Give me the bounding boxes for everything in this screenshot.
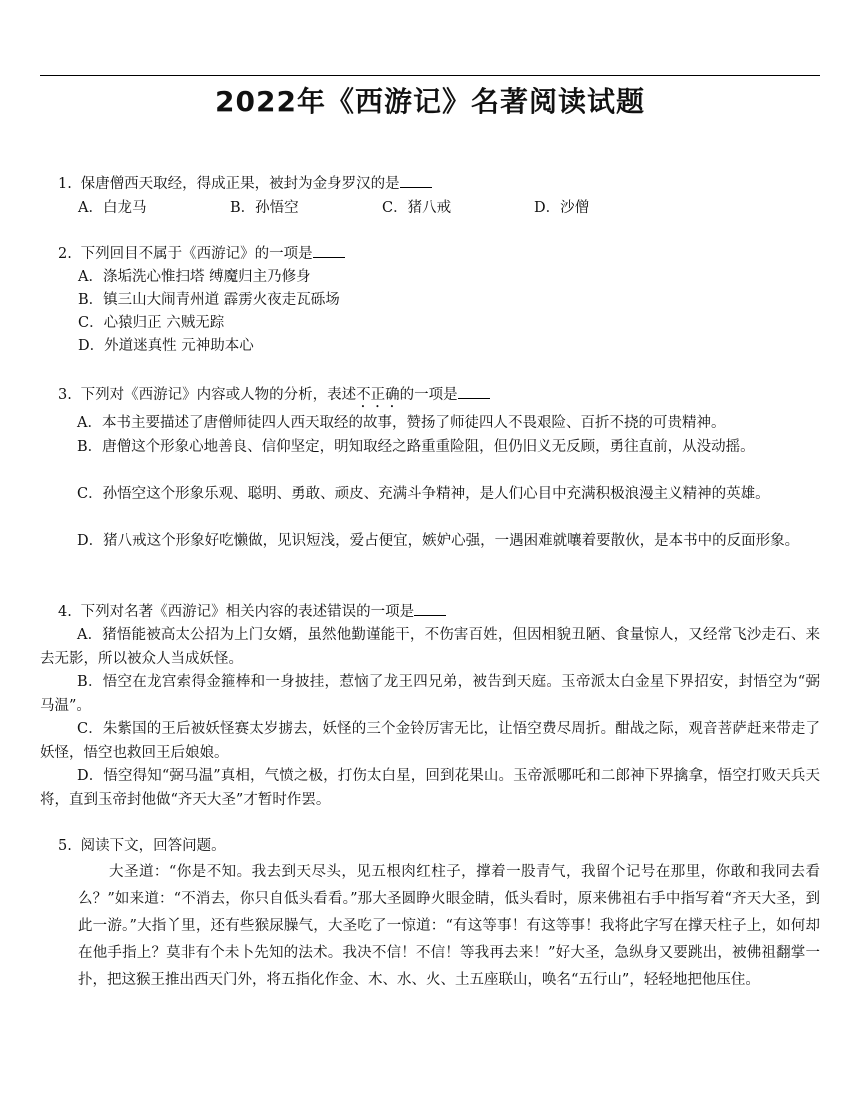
answer-blank: [400, 173, 432, 188]
question-stem: 阅读下文，回答问题。: [80, 838, 226, 854]
question-3: [58, 383, 490, 411]
question-stem-end: 的一项是: [399, 387, 458, 403]
answer-blank: [313, 243, 345, 258]
question-number: 5.: [58, 838, 72, 854]
option-c: C．猪八戒: [382, 200, 452, 216]
question-number: 4.: [58, 604, 72, 620]
question-5: [58, 834, 226, 858]
option-b: B．孙悟空: [230, 200, 299, 216]
question-stem: 下列回目不属于《西游记》的一项是: [80, 246, 313, 262]
option-d: D．外道迷真性 元神助本心: [78, 338, 254, 354]
option-c: C．心猿归正 六贼无踪: [78, 315, 225, 331]
option-a: A．猪悟能被高太公招为上门女婿，虽然他勤谨能干，不伤害百姓，但因相貌丑陋、食量惊人，又经常飞沙走石、来去无影，所以被众人当成妖怪。: [40, 627, 820, 667]
option-d: D．沙僧: [534, 200, 590, 216]
question-number: 1.: [58, 176, 72, 192]
question-1: [58, 172, 432, 196]
option-b: B．悟空在龙宫索得金箍棒和一身披挂，惹恼了龙王四兄弟，被告到天庭。玉帝派太白金星下界招安，封悟空为“弼马温”。: [40, 674, 820, 714]
reading-passage: 大圣道：“你是不知。我去到天尽头，见五根肉红柱子，撑着一股青气，我留个记号在那里，你敢和我同去看么？”如来道：“不消去，你只自低头看看。”那大圣圆睁火眼金睛，低头看时，原来佛祖右手中指写着“齐天大圣，到此一游。”大指丫里，还有些猴尿臊气，大圣吃了一惊道：“有这等事！有这等事！我将此字写在撑天柱子上，如何却在他手指上？莫非有个未卜先知的法术。我决不信！不信！等我再去来！”好大圣，急纵身又要跳出，被佛祖翻掌一扑，把这猴王推出西天门外，将五指化作金、木、水、火、土五座联山，唤名“五行山”，轻轻地把他压住。: [78, 864, 820, 988]
question-2: [58, 242, 345, 266]
option-c: C．朱紫国的王后被妖怪赛太岁掳去，妖怪的三个金铃厉害无比，让悟空费尽周折。酣战之际，观音菩萨赶来带走了妖怪，悟空也救回王后娘娘。: [40, 721, 820, 761]
question-number: 3.: [58, 387, 72, 403]
question-stem: 下列对《西游记》内容或人物的分析，表述: [80, 387, 357, 403]
option-c: C．孙悟空这个形象乐观、聪明、勇敢、顽皮、充满斗争精神，是人们心目中充满积极浪漫主义精神的英雄。: [77, 486, 770, 502]
emphasized-text: 不正确: [356, 387, 400, 403]
option-b: B．唐僧这个形象心地善良、信仰坚定，明知取经之路重重险阻，但仍旧义无反顾，勇往直前，从没动摇。: [77, 439, 755, 455]
question-stem: 下列对名著《西游记》相关内容的表述错误的一项是: [80, 604, 415, 620]
option-b: B．镇三山大闹青州道 霹雳火夜走瓦砾场: [78, 292, 340, 308]
answer-blank: [458, 384, 490, 399]
page-title: 2022年《西游记》名著阅读试题: [215, 85, 645, 118]
option-d: D．悟空得知“弼马温”真相，气愤之极，打伤太白星，回到花果山。玉帝派哪吒和二郎神下界擒拿，悟空打败天兵天将，直到玉帝封他做“齐天大圣”才暂时作罢。: [40, 768, 820, 808]
question-number: 2.: [58, 246, 72, 262]
question-stem: 保唐僧西天取经，得成正果，被封为金身罗汉的是: [80, 176, 400, 192]
option-a: A．本书主要描述了唐僧师徒四人西天取经的故事，赞扬了师徒四人不畏艰险、百折不挠的可贵精神。: [77, 415, 726, 431]
top-rule: [40, 75, 820, 76]
option-a: A．涤垢洗心惟扫塔 缚魔归主乃修身: [78, 269, 311, 285]
option-a: A．白龙马: [78, 200, 147, 216]
question-1-options: [78, 196, 686, 220]
answer-blank: [414, 601, 446, 616]
question-4: [58, 600, 446, 624]
option-d: D．猪八戒这个形象好吃懒做，见识短浅，爱占便宜，嫉妒心强，一遇困难就嚷着要散伙，是本书中的反面形象。: [77, 533, 800, 549]
